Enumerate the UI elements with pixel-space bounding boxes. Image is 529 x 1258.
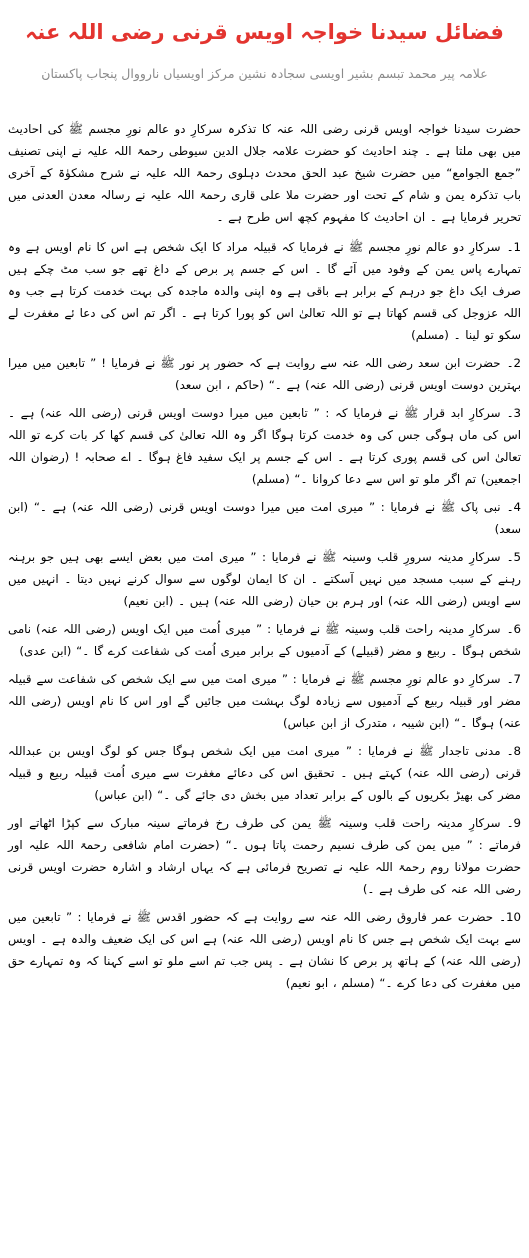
- hadith-item: [8, 352, 521, 396]
- hadith-item: [8, 668, 521, 734]
- hadith-number: 1۔: [506, 240, 521, 254]
- article-body: [8, 118, 521, 1000]
- hadith-item: [8, 496, 521, 540]
- hadith-text: حضرت ابن سعد رضی اللہ عنہ سے روایت ہے کہ حضور پر نور ﷺ نے فرمایا ! ” تابعین میں میرا بہترین دوست اویس قرنی (رضی اللہ عنہ) ہے ۔“ (حاکم ، ابن سعد): [8, 356, 521, 392]
- hadith-number: 10۔: [499, 910, 521, 924]
- hadith-item: [8, 906, 521, 994]
- hadith-text: سرکارِ دو عالم نورِ مجسم ﷺ نے فرمایا کہ قبیلہ مراد کا ایک شخص ہے اس کا نام اویس ہے وہ تمہارے پاس یمن کے وفود میں آئے گا ۔ اس کے جسم پر برص کے داغ تھے جو سب مٹ چکے ہیں صرف ایک داغ جو درہم کے برابر ہے باقی ہے وہ اپنی والدہ ماجدہ کی بہت خدمت کرتا ہے جب وہ اللہ عزوجل کی قسم کھاتا ہے تو اللہ تعالیٰ اس کو پورا کرتا ہے ۔ اگر تم اس کی دعا ئے مغفرت لے سکو تو لینا ۔ (مسلم): [8, 240, 521, 342]
- intro-paragraph: حضرت سیدنا خواجہ اویس قرنی رضی اللہ عنہ کا تذکرہ سرکارِ دو عالم نورِ مجسم ﷺ کی احادیث میں بھی ملتا ہے ۔ چند احادیث کو حضرت علامہ جلال الدین سیوطی رحمۃ اللہ علیہ نے اپنی تصنیف ”جمع الجوامع“ میں حضرت شیخ عبد الحق محدث دہلوی رحمۃ اللہ علیہ نے شرح مشکوٰۃ کے آخری باب تذکرہ یمن و شام کے تحت اور حضرت ملا علی قاری رحمۃ اللہ علیہ نے رسالہ معدن العدنی میں تحریر فرمایا ہے ۔ ان احادیث کا مفہوم کچھ اس طرح ہے ۔: [8, 122, 521, 224]
- hadith-text: حضرت عمر فاروق رضی اللہ عنہ سے روایت ہے کہ حضور اقدس ﷺ نے فرمایا : ” تابعین میں سے بہت ایک شخص ہے جس کا نام اویس (رضی اللہ عنہ) ہے اس کی ایک ضعیف والدہ ہے ۔ اویس (رضی اللہ عنہ) کے ہاتھ پر برص کا نشان ہے ۔ پس جب تم اسے ملو تو اسے کہنا کہ وہ تمہارے حق میں مغفرت کی دعا کرے ۔“ (مسلم ، ابو نعیم): [8, 910, 521, 990]
- hadith-text: سرکارِ دو عالم نورِ مجسم ﷺ نے فرمایا : ” میری امت میں سے ایک شخص کی شفاعت سے قبیلہ مضر اور قبیلہ ربیع کے آدمیوں سے زیادہ لوگ بہشت میں جائیں گے اور اس کا نام اویس (رضی اللہ عنہ) ہوگا ۔“ (ابن شیبہ ، متدرک از ابن عباس): [8, 672, 521, 730]
- hadith-item: [8, 402, 521, 490]
- hadith-number: 7۔: [506, 672, 521, 686]
- hadith-number: 3۔: [506, 406, 521, 420]
- hadith-number: 5۔: [506, 550, 521, 564]
- hadith-number: 9۔: [506, 816, 521, 830]
- hadith-item: [8, 812, 521, 900]
- hadith-number: 4۔: [506, 500, 521, 514]
- hadith-list: [8, 236, 521, 994]
- hadith-item: [8, 618, 521, 662]
- hadith-text: سرکارِ مدینہ سرورِ قلب وسینہ ﷺ نے فرمایا : ” میری امت میں بعض ایسے بھی ہیں جو برہنہ رہنے کے سبب مسجد میں نہیں آسکتے ۔ ان کا ایمان لوگوں سے سوال کرنے نہیں دیتا ۔ انہیں میں سے اویس (رضی اللہ عنہ) اور ہرم بن حیان (رضی اللہ عنہ) ہیں ۔ (ابن نعیم): [8, 550, 521, 608]
- hadith-number: 2۔: [506, 356, 521, 370]
- hadith-item: [8, 546, 521, 612]
- hadith-text: مدنی تاجدار ﷺ نے فرمایا : ” میری امت میں ایک شخص ہوگا جس کو لوگ اویس بن عبداللہ قرنی (رضی اللہ عنہ) کہتے ہیں ۔ تحقیق اس کی دعائے مغفرت سے میری اُمت قبیلہ ربیع و قبیلہ مضر کی بھیڑ بکریوں کے بالوں کے برابر تعداد میں بخش دی جائے گی ۔“ (ابن عباس): [8, 744, 521, 802]
- hadith-number: 6۔: [506, 622, 521, 636]
- hadith-item: [8, 236, 521, 346]
- hadith-text: نبی پاک ﷺ نے فرمایا : ” میری امت میں میرا دوست اویس قرنی (رضی اللہ عنہ) ہے ۔“ (ابن سعد): [8, 500, 521, 536]
- hadith-text: سرکارِ مدینہ راحت قلب وسینہ ﷺ نے فرمایا : ” میری اُمت میں ایک اویس (رضی اللہ عنہ) نامی شخص ہوگا ۔ ربیع و مضر (قبیلے) کے آدمیوں کے برابر میری اُمت کی شفاعت کرے گا ۔“ (ابن عدی): [8, 622, 521, 658]
- hadith-item: [8, 740, 521, 806]
- article-title: فضائل سیدنا خواجہ اویس قرنی رضی اللہ عنہ: [25, 20, 504, 44]
- article-byline: علامہ پیر محمد تبسم بشیر اویسی سجادہ نشین مرکز اویسیاں نارووال پنجاب پاکستان: [41, 66, 488, 81]
- hadith-number: 8۔: [506, 744, 521, 758]
- hadith-text: سرکارِ مدینہ راحت قلب وسینہ ﷺ یمن کی طرف رخ فرماتے سینہ مبارک سے کپڑا اٹھاتے اور فرماتے : ” میں یمن کی طرف نسیم رحمت پاتا ہوں ۔“ (حضرت امام شافعی رحمۃ اللہ علیہ اور حضرت مولانا روم رحمۃ اللہ علیہ نے تصریح فرمائی ہے کہ یہاں ارشاد و اشارہ حضرت اویس قرنی رضی اللہ عنہ کی طرف ہے ۔): [8, 816, 521, 896]
- hadith-text: سرکارِ ابد قرار ﷺ نے فرمایا کہ : ” تابعین میں میرا دوست اویس قرنی (رضی اللہ عنہ) ہے ۔ اس کی ماں ہوگی جس کی وہ خدمت کرتا ہوگا اگر وہ اللہ تعالیٰ کی قسم کھا کر بات کرے تو اللہ تعالیٰ اس کی قسم پوری کرتا ہے ۔ اس کے جسم پر ایک سفید فاغ ہوگا ۔ اے صحابہ ! (رضوان اللہ اجمعین) تم اگر ملو تو اس سے دعا کروانا ۔“ (مسلم): [8, 406, 521, 486]
